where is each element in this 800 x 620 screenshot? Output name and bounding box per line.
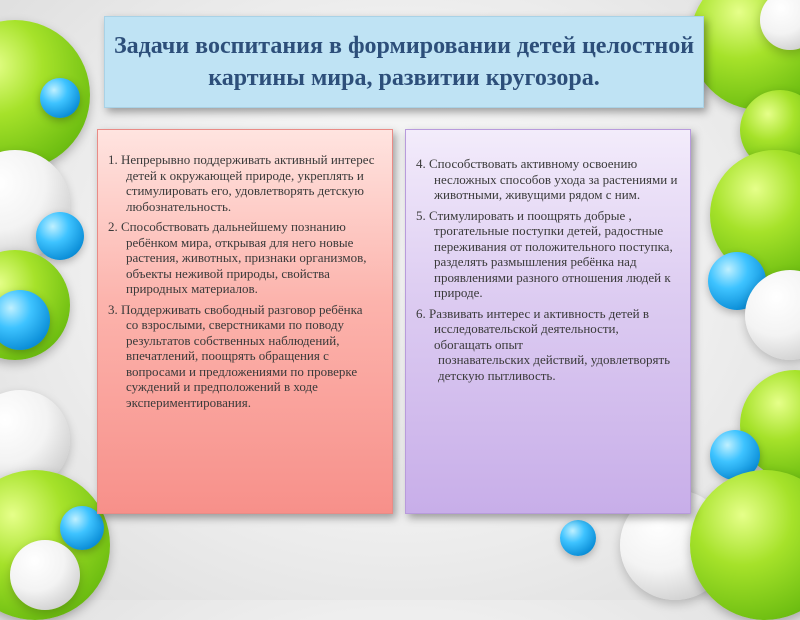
task-item: 3. Поддерживать свободный разговор ребёнка со взрослыми, сверстниками по поводу результатов собственных наблюдений, впечатлений, поощрять обращения с вопросами и предложениями по проверке суждений и предположений в ходе экспериментирования. bbox=[108, 301, 363, 410]
right-task-panel bbox=[405, 129, 691, 514]
slide-title: Задачи воспитания в формировании детей целостной картины мира, развитии кругозора. bbox=[113, 33, 695, 91]
left-task-panel bbox=[97, 129, 393, 514]
task-item: 1. Непрерывно поддерживать активный интерес детей к окружающей природе, укреплять и стимулировать его, удовлетворять детскую любознательность. bbox=[108, 152, 375, 214]
blue-bubble-decoration bbox=[40, 78, 80, 118]
task-item: 4. Способствовать активному освоению несложных способов ухода за растениями и животными, живущими рядом с ним. bbox=[416, 156, 678, 202]
blue-bubble-decoration bbox=[36, 212, 84, 260]
task-item: 2. Способствовать дальнейшему познанию ребёнком мира, открывая для него новые растения, животных, признаки организмов, объекты неживой природы, свойства природных материалов. bbox=[108, 219, 367, 296]
task-item: 5. Стимулировать и поощрять добрые , трогательные поступки детей, радостные переживания от положительного поступка, разделять размышления ребёнка над проявлениями разного отношения людей к природе. bbox=[416, 207, 673, 300]
green-bubble-decoration bbox=[690, 470, 800, 620]
slide-title-box bbox=[104, 16, 704, 108]
task-item-continuation: познавательских действий, удовлетворять детскую пытливость. bbox=[438, 352, 671, 383]
blue-bubble-decoration bbox=[560, 520, 596, 556]
task-item: 6. Развивать интерес и активность детей в исследовательской деятельности, обогащать опыт bbox=[416, 305, 649, 352]
